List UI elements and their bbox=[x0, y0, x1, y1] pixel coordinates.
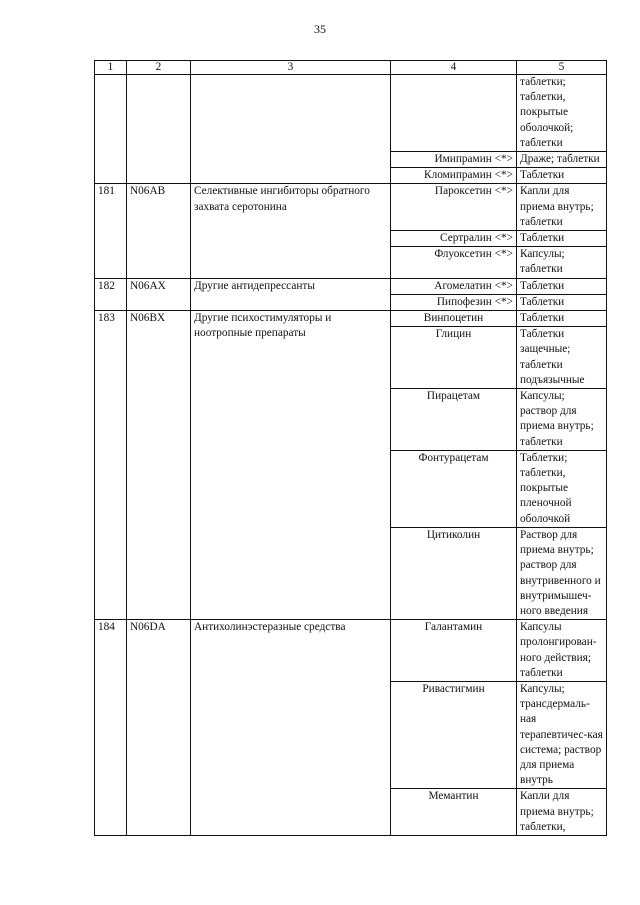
dosage-form-cell: Капли для приема внутрь; таблетки bbox=[517, 184, 607, 231]
dosage-form-cell: таблетки; таблетки, покрытые оболочкой; таблетки bbox=[517, 75, 607, 152]
drug-name-cell: Агомелатин <*> bbox=[391, 278, 517, 294]
dosage-form-cell: Капсулы; раствор для приема внутрь; таблетки bbox=[517, 389, 607, 451]
dosage-form-cell: Капсулы; трансдермаль-ная терапевтичес-кая система; раствор для приема внутрь bbox=[517, 681, 607, 788]
drug-name-cell: Цитиколин bbox=[391, 527, 517, 619]
row-number-cell: 181 bbox=[95, 184, 127, 278]
drug-name-cell bbox=[391, 75, 517, 152]
dosage-form-cell: Таблетки bbox=[517, 294, 607, 310]
drug-name-cell: Ривастигмин bbox=[391, 681, 517, 788]
dosage-form-cell: Таблетки bbox=[517, 231, 607, 247]
dosage-form-cell: Драже; таблетки bbox=[517, 152, 607, 168]
row-number-cell: 184 bbox=[95, 620, 127, 836]
dosage-form-cell: Таблетки bbox=[517, 311, 607, 327]
drug-name-cell: Винпоцетин bbox=[391, 311, 517, 327]
row-number-cell: 183 bbox=[95, 311, 127, 620]
page-number: 35 bbox=[314, 22, 326, 36]
dosage-form-cell: Раствор для приема внутрь; раствор для внутривенного и внутримышеч-ного введения bbox=[517, 527, 607, 619]
column-header: 3 bbox=[191, 61, 391, 75]
drug-name-cell: Пирацетам bbox=[391, 389, 517, 451]
dosage-form-cell: Капсулы; таблетки bbox=[517, 247, 607, 278]
group-name-cell bbox=[191, 75, 391, 184]
drug-name-cell: Фонтурацетам bbox=[391, 450, 517, 527]
dosage-form-cell: Таблетки защечные; таблетки подъязычные bbox=[517, 327, 607, 389]
group-name-cell: Селективные ингибиторы обратного захвата серотонина bbox=[191, 184, 391, 278]
drug-name-cell: Имипрамин <*> bbox=[391, 152, 517, 168]
dosage-form-cell: Таблетки bbox=[517, 168, 607, 184]
column-header: 4 bbox=[391, 61, 517, 75]
atc-code-cell bbox=[127, 75, 191, 184]
drug-name-cell: Пароксетин <*> bbox=[391, 184, 517, 231]
column-header: 1 bbox=[95, 61, 127, 75]
drug-name-cell: Глицин bbox=[391, 327, 517, 389]
atc-code-cell: N06BX bbox=[127, 311, 191, 620]
atc-code-cell: N06AX bbox=[127, 278, 191, 310]
table-header-row bbox=[95, 61, 607, 75]
drug-name-cell: Пипофезин <*> bbox=[391, 294, 517, 310]
drug-name-cell: Галантамин bbox=[391, 620, 517, 682]
dosage-form-cell: Таблетки; таблетки, покрытые пленочной оболочкой bbox=[517, 450, 607, 527]
drug-name-cell: Кломипрамин <*> bbox=[391, 168, 517, 184]
drug-table bbox=[94, 60, 607, 836]
drug-name-cell: Флуоксетин <*> bbox=[391, 247, 517, 278]
group-name-cell: Другие антидепрессанты bbox=[191, 278, 391, 310]
dosage-form-cell: Таблетки bbox=[517, 278, 607, 294]
table-row bbox=[95, 620, 607, 682]
table-row bbox=[95, 278, 607, 294]
group-name-cell: Антихолинэстеразные средства bbox=[191, 620, 391, 836]
atc-code-cell: N06AB bbox=[127, 184, 191, 278]
dosage-form-cell: Капли для приема внутрь; таблетки, bbox=[517, 789, 607, 836]
group-name-cell: Другие психостимуляторы и ноотропные препараты bbox=[191, 311, 391, 620]
row-number-cell: 182 bbox=[95, 278, 127, 310]
column-header: 2 bbox=[127, 61, 191, 75]
table-row bbox=[95, 311, 607, 327]
column-header: 5 bbox=[517, 61, 607, 75]
table-row bbox=[95, 184, 607, 231]
table-row bbox=[95, 75, 607, 152]
row-number-cell bbox=[95, 75, 127, 184]
drug-name-cell: Мемантин bbox=[391, 789, 517, 836]
dosage-form-cell: Капсулы пролонгирован-ного действия; таблетки bbox=[517, 620, 607, 682]
drug-name-cell: Сертралин <*> bbox=[391, 231, 517, 247]
atc-code-cell: N06DA bbox=[127, 620, 191, 836]
